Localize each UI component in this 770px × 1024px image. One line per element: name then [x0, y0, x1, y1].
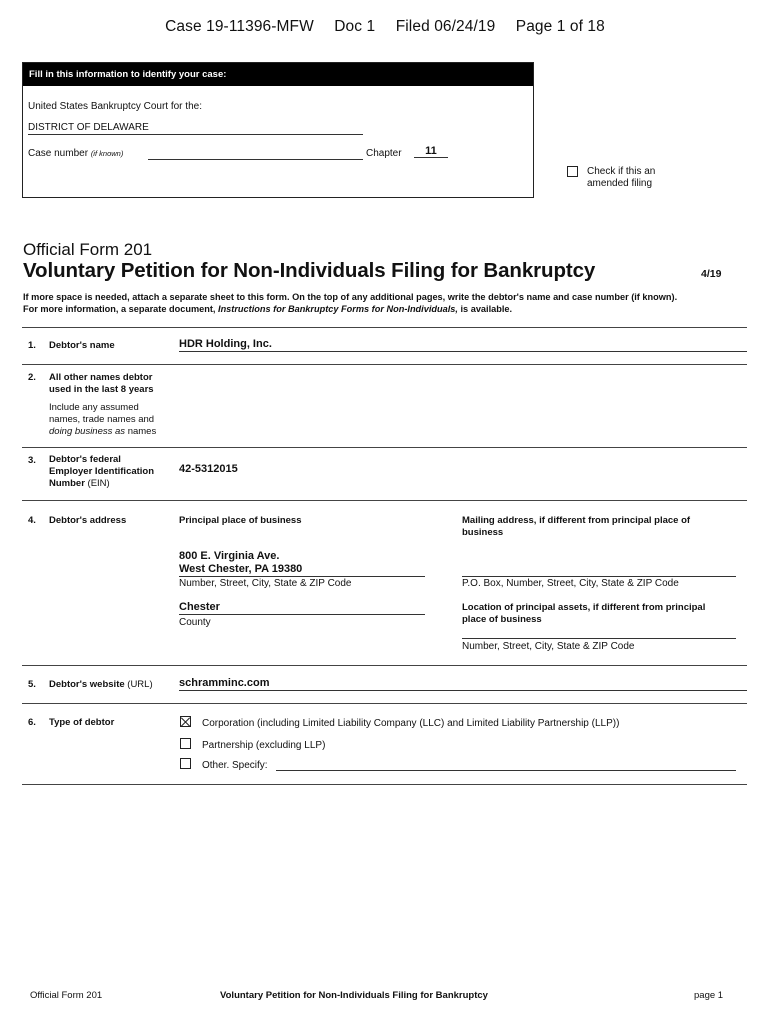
doc-number: Doc 1	[334, 18, 376, 35]
debtor-name-field[interactable]: HDR Holding, Inc.	[179, 338, 747, 352]
mailing-address-caption: P.O. Box, Number, Street, City, State & ZIP Code	[462, 578, 679, 589]
q6-number: 6.	[28, 717, 36, 728]
divider	[22, 500, 747, 501]
case-id: Case 19-11396-MFW	[165, 18, 314, 35]
principal-address-underline	[179, 576, 425, 577]
divider	[22, 327, 747, 328]
principal-address-field[interactable]: 800 E. Virginia Ave. West Chester, PA 19380	[179, 550, 303, 575]
footer-form-number: Official Form 201	[30, 990, 103, 1001]
q2-number: 2.	[28, 372, 36, 383]
case-number-field[interactable]	[148, 147, 363, 160]
amended-filing-checkbox[interactable]	[567, 166, 578, 177]
q5-label: Debtor's website (URL)	[49, 679, 153, 690]
q4-number: 4.	[28, 515, 36, 526]
court-filing-header	[0, 18, 770, 36]
county-caption: County	[179, 617, 211, 628]
q2-label: All other names debtor used in the last 8 years Include any assumed names, trade names and doing business as names	[49, 372, 157, 437]
divider	[22, 364, 747, 365]
footer-page: page 1	[694, 990, 724, 1001]
q6-label: Type of debtor	[49, 717, 115, 728]
q3-number: 3.	[28, 455, 36, 466]
county-field[interactable]: Chester	[179, 601, 425, 615]
principal-assets-field[interactable]	[462, 638, 736, 639]
form-title: Voluntary Petition for Non-Individuals Filing for Bankruptcy	[23, 259, 596, 282]
court-label: United States Bankruptcy Court for the:	[28, 101, 202, 112]
chapter-label: Chapter	[366, 148, 402, 159]
principal-assets-caption: Number, Street, City, State & ZIP Code	[462, 641, 635, 652]
case-number-label: Case number (if known)	[28, 148, 124, 159]
divider	[22, 447, 747, 448]
page-count: Page 1 of 18	[515, 18, 605, 35]
partnership-label: Partnership (excluding LLP)	[202, 740, 326, 751]
district-field[interactable]: DISTRICT OF DELAWARE	[28, 122, 363, 135]
corporation-label: Corporation (including Limited Liability Company (LLC) and Limited Liability Partnership (LLP))	[202, 718, 620, 729]
mailing-address-field[interactable]	[462, 576, 736, 577]
divider	[22, 665, 747, 666]
filed-date: Filed 06/24/19	[395, 18, 496, 35]
q1-number: 1.	[28, 340, 36, 351]
principal-address-caption: Number, Street, City, State & ZIP Code	[179, 578, 352, 589]
q3-label: Debtor's federal Employer Identification Number (EIN)	[49, 454, 155, 489]
amended-filing-label: Check if this an amended filing	[587, 166, 656, 189]
mailing-address-header: Mailing address, if different from principal place of business	[462, 515, 691, 538]
form-version: 4/19	[701, 268, 722, 280]
q1-label: Debtor's name	[49, 340, 115, 351]
website-field[interactable]: schramminc.com	[179, 677, 747, 691]
partnership-checkbox[interactable]	[180, 738, 191, 749]
q4-label: Debtor's address	[49, 515, 127, 526]
other-label: Other. Specify:	[202, 760, 268, 771]
q5-number: 5.	[28, 679, 36, 690]
other-checkbox[interactable]	[180, 758, 191, 769]
principal-place-header: Principal place of business	[179, 515, 302, 526]
ein-field[interactable]: 42-5312015	[179, 463, 238, 475]
chapter-field[interactable]: 11	[414, 145, 448, 158]
corporation-checkbox[interactable]	[180, 716, 191, 727]
divider	[22, 784, 747, 785]
case-identification-box	[22, 62, 534, 198]
principal-assets-header: Location of principal assets, if different from principal place of business	[462, 602, 706, 625]
form-instructions: If more space is needed, attach a separate sheet to this form. On the top of any additional pages, write the debtor's name and case number (if known). For more information, a separate document, Instructions for Bankruptcy Forms for Non-Individuals, is available.	[23, 292, 678, 314]
divider	[22, 703, 747, 704]
identification-bar: Fill in this information to identify your case:	[23, 63, 533, 86]
other-specify-field[interactable]	[276, 770, 736, 771]
form-number: Official Form 201	[23, 240, 153, 259]
footer-form-title: Voluntary Petition for Non-Individuals Filing for Bankruptcy	[220, 990, 488, 1001]
